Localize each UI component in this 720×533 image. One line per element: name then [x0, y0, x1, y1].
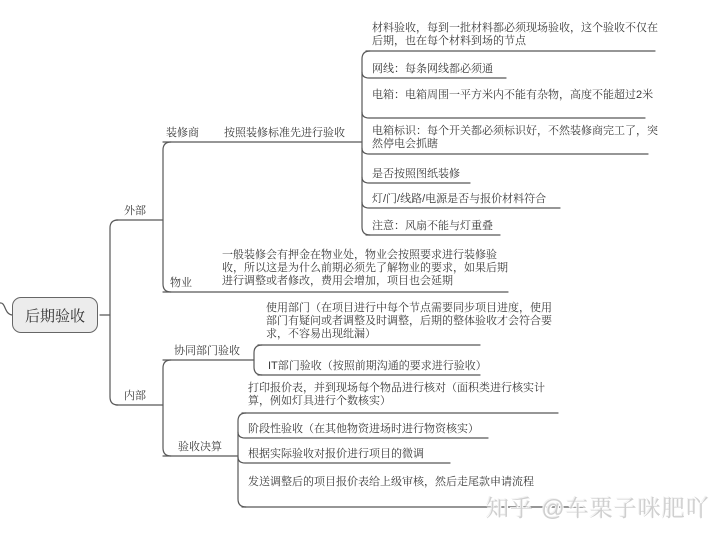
mindmap-node-root[interactable]: 后期验收 — [12, 297, 98, 333]
mindmap-node-decorator[interactable]: 装修商 — [166, 127, 199, 139]
mindmap-node-print-quote[interactable]: 打印报价表，并到现场每个物品进行核对（面积类进行核实计算，例如灯具进行个数核实） — [248, 382, 545, 407]
mindmap-node-material-check[interactable]: 材料验收，每到一批材料都必须现场验收，这个验收不仅在后期，也在每个材料到场的节点 — [372, 22, 658, 47]
mindmap-node-network-cable[interactable]: 网线：每条网线都必须通 — [372, 63, 493, 75]
mindmap-node-send-for-review[interactable]: 发送调整后的项目报价表给上级审核，然后走尾款申请流程 — [248, 476, 534, 488]
mindmap-node-electric-box[interactable]: 电箱：电箱周围一平方米内不能有杂物，高度不能超过2米 — [372, 89, 654, 101]
mindmap-node-collab-acceptance[interactable]: 协同部门验收 — [174, 345, 240, 357]
mindmap-node-it-department[interactable]: IT部门验收（按照前期沟通的要求进行验收） — [268, 360, 487, 372]
mindmap-node-blueprint-check[interactable]: 是否按照图纸装修 — [372, 168, 460, 180]
mindmap-node-decorator-standard[interactable]: 按照装修标准先进行验收 — [224, 127, 345, 139]
outer-children-trunk — [163, 142, 171, 292]
inner-children-trunk — [163, 360, 171, 456]
mindmap-node-user-department[interactable]: 使用部门（在项目进行中每个节点需要同步项目进度，使用部门有疑问或者调整及时调整，后期的整体验收才会符合要求，不容易出现纰漏） — [266, 302, 552, 340]
mindmap-node-lamp-door-check[interactable]: 灯/门/线路/电源是否与报价材料符合 — [372, 193, 547, 205]
root-trunk-line — [110, 220, 118, 405]
mindmap-node-electric-box-label[interactable]: 电箱标识：每个开关都必须标识好，不然装修商完工了，突然停电会抓瞎 — [372, 125, 658, 150]
mindmap-node-inner[interactable]: 内部 — [124, 390, 146, 402]
mindmap-node-property-note[interactable]: 一般装修会有押金在物业处，物业会按照要求进行装修验收，所以这是为什么前期必须先了解物业的要求，如果后期进行调整或者修改，费用会增加，项目也会延期 — [222, 249, 508, 287]
collab-children-trunk — [254, 345, 262, 375]
mindmap-node-stage-acceptance[interactable]: 阶段性验收（在其他物资进场时进行物资核实） — [248, 423, 479, 435]
mindmap-node-settlement[interactable]: 验收决算 — [178, 441, 222, 453]
mindmap-node-fan-notice[interactable]: 注意：风扇不能与灯重叠 — [372, 220, 493, 232]
mindmap-node-quote-adjust[interactable]: 根据实际验收对报价进行项目的微调 — [248, 448, 424, 460]
mindmap-node-outer[interactable]: 外部 — [124, 205, 146, 217]
zhihu-watermark: 知乎 @车栗子咪肥吖 — [486, 495, 710, 521]
mindmap-node-property[interactable]: 物业 — [170, 277, 192, 289]
ebox-underline — [362, 112, 645, 118]
